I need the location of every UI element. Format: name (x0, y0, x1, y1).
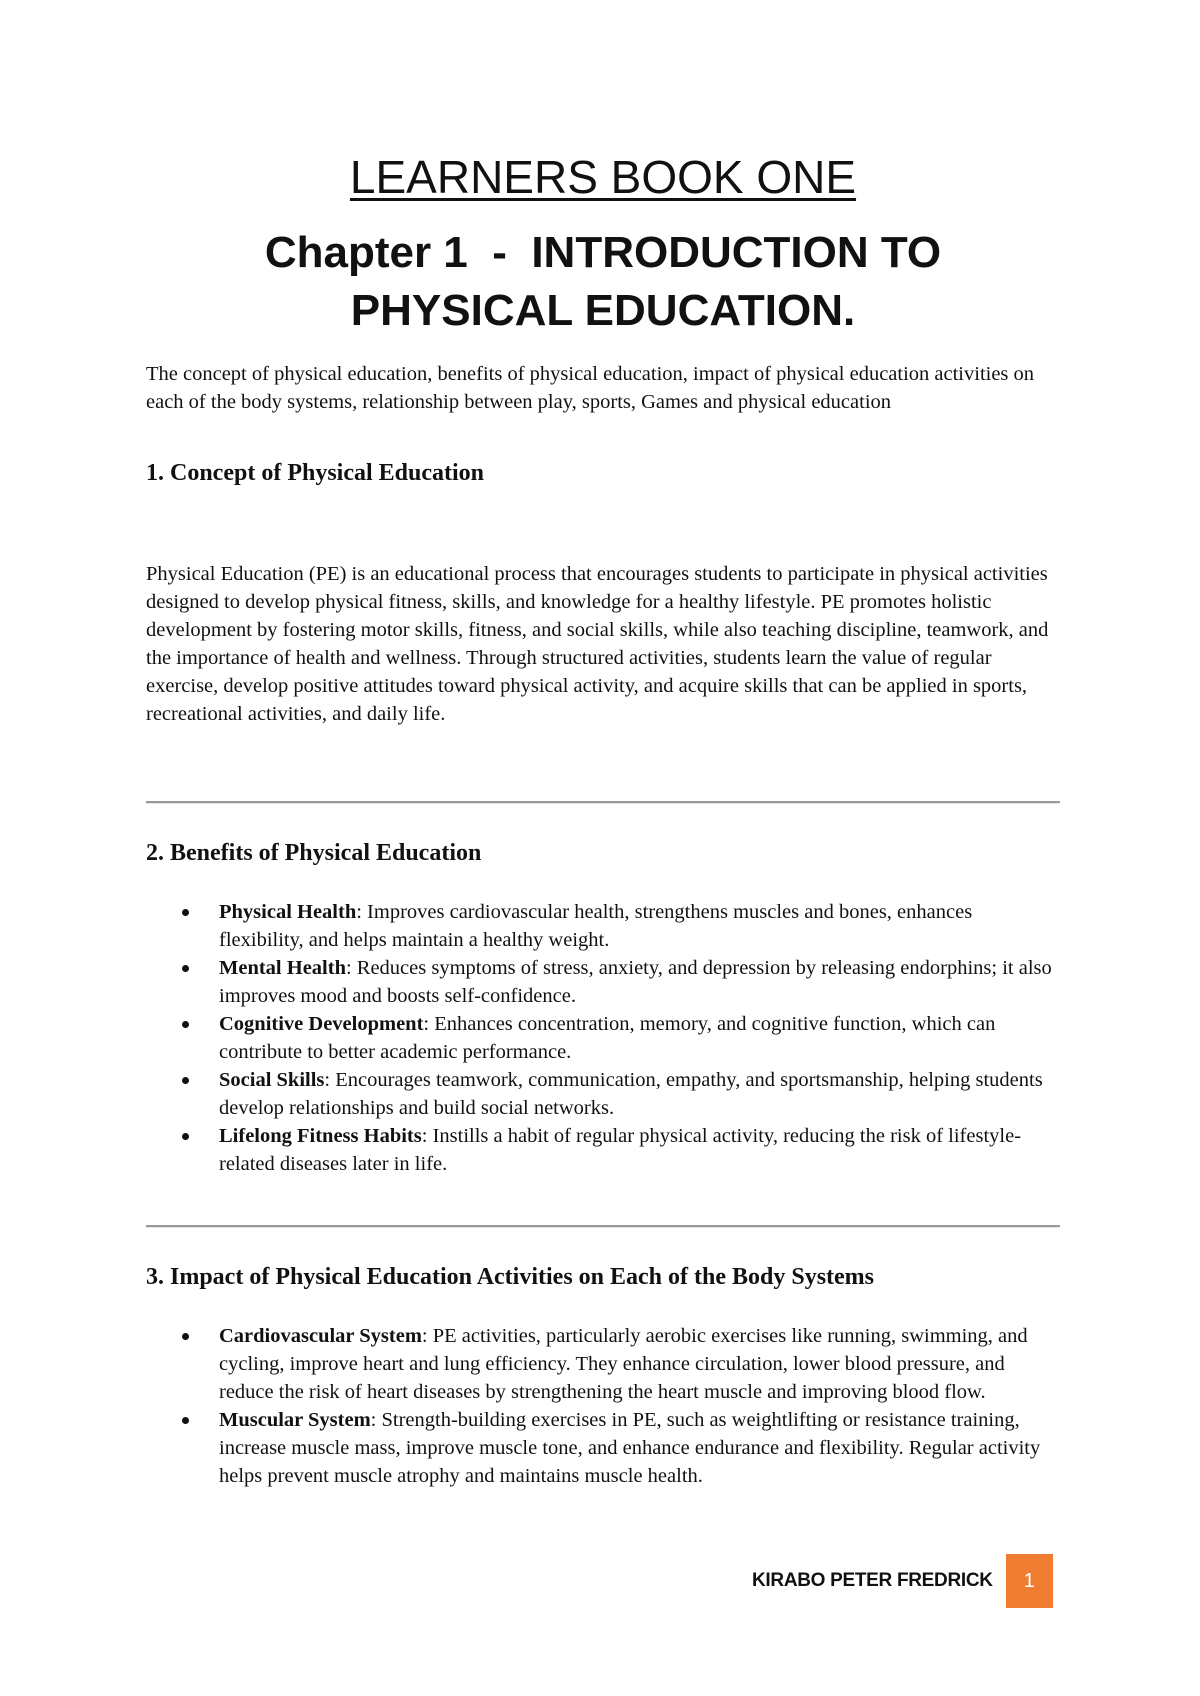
list-item (146, 1066, 1060, 1122)
list-item (146, 1406, 1060, 1490)
bullet-icon (182, 1077, 189, 1084)
chapter-title-line1: Chapter 1 - INTRODUCTION TO (264, 228, 942, 277)
section-1-body: Physical Education (PE) is an educational process that encourages students to participate in physical activities designed to develop physical fitness, skills, and knowledge for a healthy lifestyle. PE promotes holistic development by fostering motor skills, fitness, and social skills, while also teaching discipline, teamwork, and the importance of health and wellness. Through structured activities, students learn the value of regular exercise, develop positive attitudes toward physical activity, and acquire skills that can be applied in sports, recreational activities, and daily life. (146, 563, 1049, 725)
bullet-icon (182, 1021, 189, 1028)
benefits-list (146, 898, 1060, 1178)
page-footer (752, 1554, 1053, 1608)
section-3-heading: 3. Impact of Physical Education Activities on Each of the Body Systems (146, 1264, 875, 1290)
list-item-text: : Improves cardiovascular health, strengthens muscles and bones, enhances flexibility, and helps maintain a healthy weight. (219, 901, 973, 951)
list-item-text: : PE activities, particularly aerobic exercises like running, swimming, and cycling, improve heart and lung efficiency. They enhance circulation, lower blood pressure, and reduce the risk of heart diseases by strengthening the heart muscle and improving blood flow. (219, 1325, 1028, 1403)
list-item-term: Cardiovascular System (219, 1325, 422, 1347)
list-item (146, 1122, 1060, 1178)
list-item-text: : Strength-building exercises in PE, such as weightlifting or resistance training, increase muscle mass, improve muscle tone, and enhance endurance and flexibility. Regular activity helps prevent muscle atrophy and maintains muscle health. (219, 1409, 1041, 1487)
list-item-text: : Enhances concentration, memory, and cognitive function, which can contribute to better academic performance. (219, 1013, 996, 1063)
list-item-text: : Instills a habit of regular physical activity, reducing the risk of lifestyle-related diseases later in life. (219, 1125, 1022, 1175)
section-2-heading: 2. Benefits of Physical Education (146, 840, 482, 866)
list-item-term: Mental Health (219, 957, 346, 979)
page-number-badge: 1 (1006, 1554, 1053, 1608)
section-divider (146, 801, 1060, 804)
list-item-term: Cognitive Development (219, 1013, 424, 1035)
chapter-title-line2: PHYSICAL EDUCATION. (350, 286, 856, 335)
list-item-term: Physical Health (219, 901, 357, 923)
book-title: LEARNERS BOOK ONE (349, 151, 857, 203)
list-item-term: Lifelong Fitness Habits (219, 1125, 422, 1147)
list-item-text: : Encourages teamwork, communication, empathy, and sportsmanship, helping students develop relationships and build social networks. (219, 1069, 1043, 1119)
list-item (146, 1322, 1060, 1406)
bullet-icon (182, 965, 189, 972)
list-item (146, 1010, 1060, 1066)
bullet-icon (182, 1133, 189, 1140)
list-item (146, 898, 1060, 954)
section-divider (146, 1225, 1060, 1228)
bullet-icon (182, 909, 189, 916)
bullet-icon (182, 1417, 189, 1424)
list-item-term: Muscular System (219, 1409, 371, 1431)
chapter-title (146, 224, 1060, 340)
chapter-intro: The concept of physical education, benefits of physical education, impact of physical education activities on each of the body systems, relationship between play, sports, Games and physical education (146, 363, 1035, 413)
bullet-icon (182, 1333, 189, 1340)
body-systems-list (146, 1322, 1060, 1490)
footer-author: KIRABO PETER FREDRICK (752, 1570, 993, 1591)
list-item (146, 954, 1060, 1010)
section-1-heading: 1. Concept of Physical Education (146, 460, 485, 486)
list-item-text: : Reduces symptoms of stress, anxiety, and depression by releasing endorphins; it also improves mood and boosts self-confidence. (219, 957, 1052, 1007)
list-item-term: Social Skills (219, 1069, 325, 1091)
